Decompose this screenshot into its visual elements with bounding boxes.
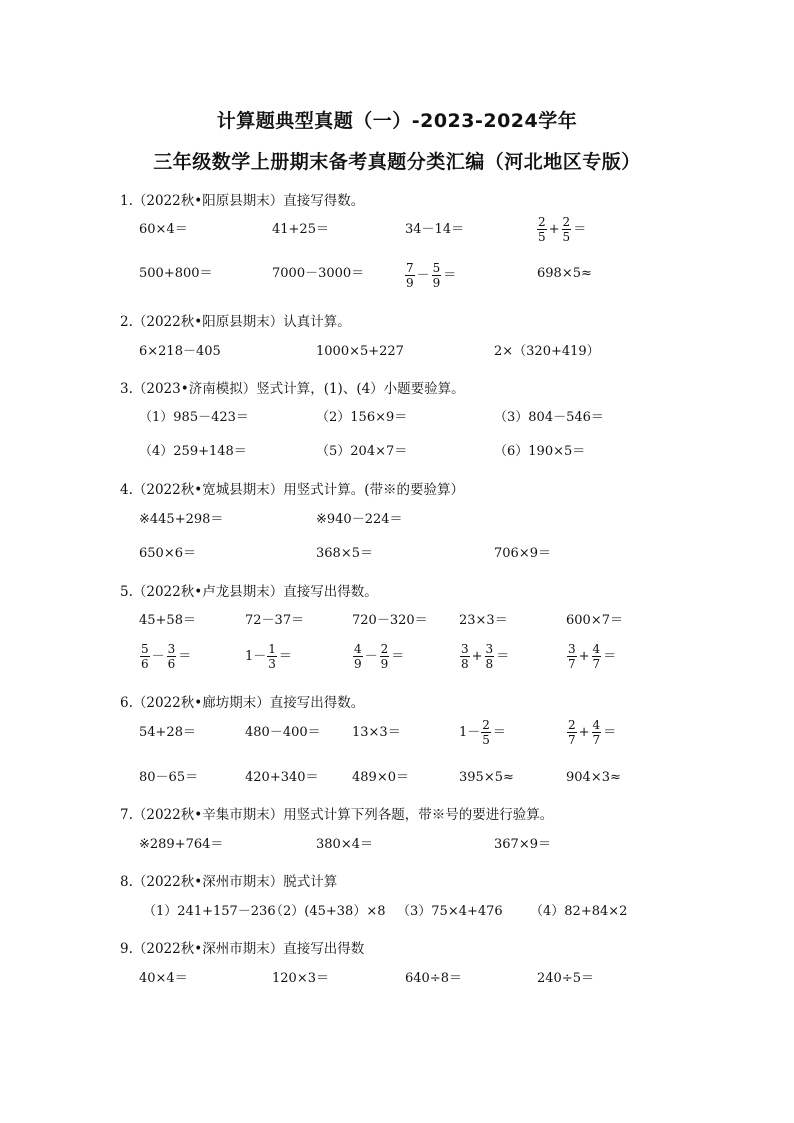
page-title-line-2: 三年级数学上册期末备考真题分类汇编（河北地区专版） <box>153 151 641 173</box>
fraction: $\frac{2}{5}$ <box>562 215 571 244</box>
question-9-heading: 9.（2022秋•深州市期末）直接写出得数 <box>120 941 365 957</box>
fraction: $\frac{4}{7}$ <box>592 642 601 671</box>
q3-item-6: （6）190×5＝ <box>494 444 586 459</box>
q1-item-4: 500+800＝ <box>139 266 213 281</box>
q5-item-5: 600×7＝ <box>566 613 623 628</box>
q6-item-6: 489×0＝ <box>352 770 409 785</box>
q5-fraction-expression-4: $\frac{3}{8}$ + $\frac{3}{8}$ ＝ <box>461 642 510 671</box>
q5-fraction-expression-3: $\frac{4}{9}$ － $\frac{2}{9}$ ＝ <box>354 642 405 671</box>
fraction: $\frac{3}{8}$ <box>461 642 469 671</box>
q8-item-1: （1）241+157－236 <box>143 904 276 919</box>
q4-item-2: ※940－224＝ <box>316 512 403 527</box>
fraction: $\frac{2}{9}$ <box>380 642 389 671</box>
q1-item-5: 7000－3000＝ <box>272 266 365 281</box>
page-title-line-1: 计算题典型真题（一）-2023-2024学年 <box>216 110 578 132</box>
fraction: $\frac{5}{6}$ <box>141 642 149 671</box>
q1-item-3: 34－14＝ <box>405 222 465 237</box>
fraction: $\frac{5}{9}$ <box>432 261 441 290</box>
q3-item-4: （4）259+148＝ <box>139 444 247 459</box>
question-3-heading: 3.（2023•济南模拟）竖式计算，(1)、(4）小题要验算。 <box>120 381 465 397</box>
fraction: $\frac{2}{5}$ <box>538 215 546 244</box>
q5-fraction-expression-1: $\frac{5}{6}$ － $\frac{3}{6}$ ＝ <box>141 642 192 671</box>
q9-item-2: 120×3＝ <box>272 971 329 986</box>
fraction: $\frac{1}{3}$ <box>268 642 276 671</box>
fraction: $\frac{2}{7}$ <box>568 718 576 747</box>
q6-item-2: 480－400＝ <box>245 725 321 740</box>
q4-item-4: 368×5＝ <box>316 546 373 561</box>
q5-item-2: 72－37＝ <box>245 613 305 628</box>
question-7-heading: 7.（2022秋•辛集市期末）用竖式计算下列各题，带※号的要进行验算。 <box>120 807 554 823</box>
q1-item-2: 41+25＝ <box>272 222 329 237</box>
q7-item-1: ※289+764＝ <box>139 837 224 852</box>
question-5-heading: 5.（2022秋•卢龙县期末）直接写出得数。 <box>120 584 378 600</box>
q6-item-1: 54+28＝ <box>139 725 196 740</box>
q8-item-4: （4）82+84×2 <box>530 904 628 919</box>
fraction: $\frac{7}{9}$ <box>406 261 414 290</box>
q4-item-5: 706×9＝ <box>494 546 551 561</box>
question-4-heading: 4.（2022秋•宽城县期末）用竖式计算。(带※的要验算） <box>120 482 464 498</box>
q7-item-3: 367×9＝ <box>494 837 551 852</box>
q8-item-3: （3）75×4+476 <box>397 904 503 919</box>
question-6-heading: 6.（2022秋•廊坊期末）直接写出得数。 <box>120 695 365 711</box>
question-2-heading: 2.（2022秋•阳原县期末）认真计算。 <box>120 314 351 330</box>
q1-fraction-expression: $\frac{7}{9}$ － $\frac{5}{9}$ ＝ <box>406 261 457 290</box>
q8-item-2: （2）(45+38）×8 <box>270 904 386 919</box>
question-8-heading: 8.（2022秋•深州市期末）脱式计算 <box>120 874 338 890</box>
fraction: $\frac{4}{9}$ <box>354 642 362 671</box>
fraction: $\frac{3}{8}$ <box>485 642 494 671</box>
q1-fraction-expression: $\frac{2}{5}$ + $\frac{2}{5}$ ＝ <box>538 215 587 244</box>
q5-fraction-expression-2: 1－ $\frac{1}{3}$ ＝ <box>245 642 292 671</box>
fraction: $\frac{4}{7}$ <box>592 718 601 747</box>
q5-item-1: 45+58＝ <box>139 613 196 628</box>
q5-item-3: 720－320＝ <box>352 613 428 628</box>
q4-item-1: ※445+298＝ <box>139 512 224 527</box>
q4-item-3: 650×6＝ <box>139 546 196 561</box>
fraction: $\frac{3}{7}$ <box>568 642 576 671</box>
q6-fraction-expression-1: 1－ $\frac{2}{5}$ ＝ <box>459 718 506 747</box>
q3-item-1: （1）985－423＝ <box>139 410 249 425</box>
q6-item-4: 80－65＝ <box>139 770 199 785</box>
q1-item-1: 60×4＝ <box>139 222 188 237</box>
question-1-heading: 1.（2022秋•阳原县期末）直接写得数。 <box>120 193 365 209</box>
q5-item-4: 23×3＝ <box>459 613 508 628</box>
q6-item-7: 395×5≈ <box>459 770 514 785</box>
q6-fraction-expression-2: $\frac{2}{7}$ + $\frac{4}{7}$ ＝ <box>568 718 617 747</box>
q3-item-2: （2）156×9＝ <box>316 410 408 425</box>
q6-item-3: 13×3＝ <box>352 725 401 740</box>
q2-item-3: 2×（320+419） <box>494 344 600 359</box>
q5-fraction-expression-5: $\frac{3}{7}$ + $\frac{4}{7}$ ＝ <box>568 642 617 671</box>
q6-item-5: 420+340＝ <box>245 770 319 785</box>
fraction: $\frac{3}{6}$ <box>167 642 176 671</box>
q9-item-4: 240÷5＝ <box>537 971 594 986</box>
fraction: $\frac{2}{5}$ <box>482 718 490 747</box>
q9-item-3: 640÷8＝ <box>405 971 462 986</box>
q3-item-3: （3）804－546＝ <box>494 410 604 425</box>
q2-item-1: 6×218－405 <box>139 344 221 359</box>
q2-item-2: 1000×5+227 <box>316 344 404 359</box>
q9-item-1: 40×4＝ <box>139 971 188 986</box>
q3-item-5: （5）204×7＝ <box>316 444 408 459</box>
q6-item-8: 904×3≈ <box>566 770 621 785</box>
q7-item-2: 380×4＝ <box>316 837 373 852</box>
q1-item-6: 698×5≈ <box>537 266 592 281</box>
